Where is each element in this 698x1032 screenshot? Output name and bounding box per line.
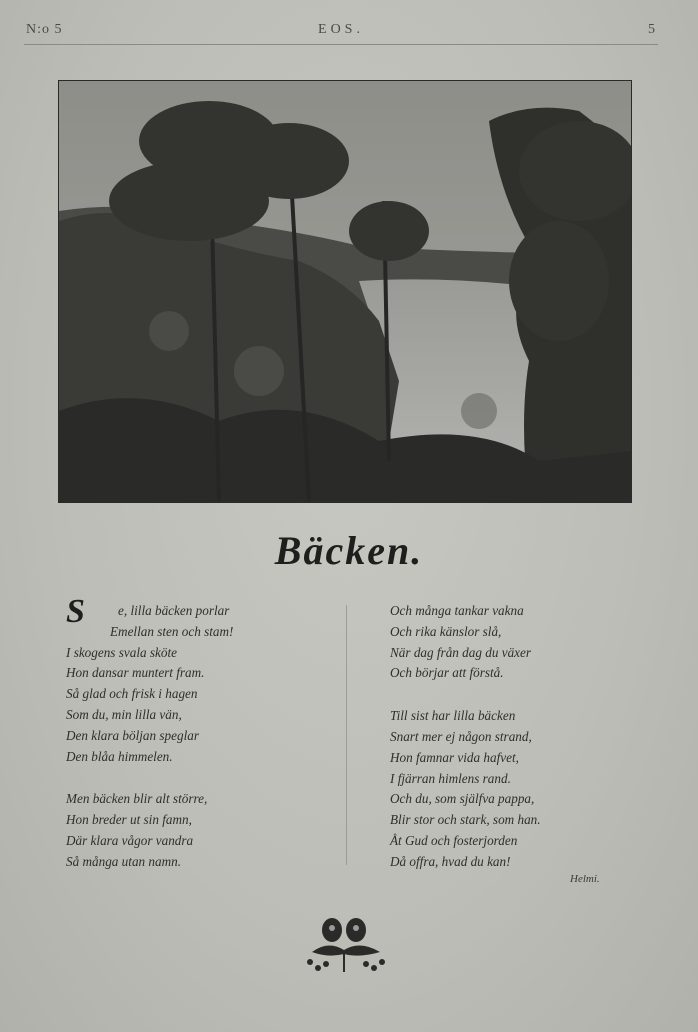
poem-line: I skogens svala sköte: [66, 644, 177, 660]
poem-line: Där klara vågor vandra: [66, 832, 194, 848]
poem-left-column: [66, 593, 336, 873]
poem-line: Så glad och frisk i hagen: [66, 686, 198, 702]
header-rule: [24, 44, 658, 45]
lake-landscape-image: [59, 81, 631, 502]
magazine-title: EOS.: [318, 22, 364, 37]
poem-line: Hon dansar muntert fram.: [66, 665, 205, 681]
poem-line: Hon breder ut sin famn,: [66, 812, 192, 828]
poem-line: Åt Gud och fosterjorden: [390, 832, 518, 848]
poem-line: Då offra, hvad du kan!: [390, 853, 511, 869]
poem-line: Och börjar att förstå.: [390, 665, 504, 681]
poem-line: När dag från dag du växer: [390, 644, 532, 660]
column-divider: [346, 605, 347, 865]
poem-line: Men bäcken blir alt större,: [66, 791, 208, 807]
poem-line: Och du, som själfva pappa,: [390, 791, 535, 807]
author-signature: Helmi.: [570, 873, 600, 885]
poem-line: Så många utan namn.: [66, 853, 182, 869]
poem-line: I fjärran himlens rand.: [390, 770, 511, 786]
lake-photograph: [58, 80, 632, 503]
page-header: [26, 22, 656, 44]
dropcap-letter: S: [66, 593, 85, 630]
poem-right-column: [390, 601, 660, 873]
poem-line: Blir stor och stark, som han.: [390, 812, 541, 828]
poem-title: Bäcken.: [274, 528, 424, 573]
poem-line: Den klara böljan speglar: [66, 727, 199, 743]
poem-line: Till sist har lilla bäcken: [390, 708, 516, 724]
poem-line: Snart mer ej någon strand,: [390, 728, 532, 744]
poem-line: Som du, min lilla vän,: [66, 706, 182, 722]
poem-line: Och rika känslor slå,: [390, 623, 502, 639]
poem-line: Emellan sten och stam!: [110, 623, 234, 639]
issue-number: N:o 5: [26, 22, 63, 37]
poem-first-line: S e, lilla bäcken porlar: [66, 593, 230, 630]
floral-ornament-icon: [298, 912, 394, 978]
poem-line: Hon famnar vida hafvet,: [390, 749, 519, 765]
poem-line: Den blåa himmelen.: [66, 748, 173, 764]
poem-line: Och många tankar vakna: [390, 603, 524, 618]
page-number: 5: [648, 22, 656, 37]
